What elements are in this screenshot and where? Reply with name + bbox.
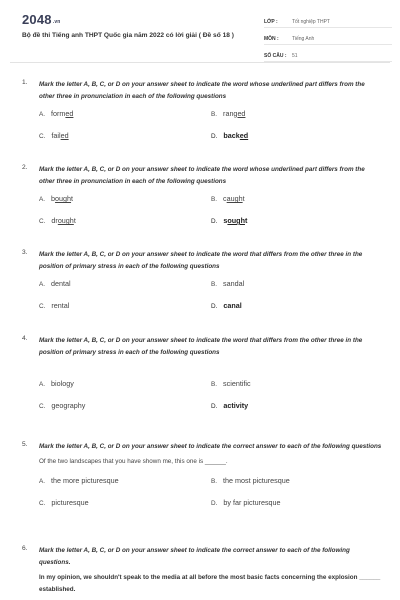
meta-value: Tiếng Anh <box>292 36 315 42</box>
option-text: sandal <box>223 279 245 288</box>
question-number: 2. <box>22 164 28 171</box>
question-number: 1. <box>22 79 28 86</box>
options <box>39 279 382 319</box>
option-letter: D. <box>211 403 218 410</box>
options <box>39 194 382 234</box>
question-6 <box>22 545 382 596</box>
page-header <box>10 0 390 63</box>
option-a[interactable] <box>39 476 119 485</box>
option-underlined: augh <box>226 194 243 203</box>
meta-label: SỐ CÂU : <box>264 53 287 59</box>
option-letter: C. <box>39 403 46 410</box>
option-text: c <box>223 194 227 203</box>
option-text: dr <box>51 216 58 225</box>
meta-label: MÔN : <box>264 36 279 42</box>
option-letter: D. <box>211 500 218 507</box>
option-letter: B. <box>211 381 218 388</box>
option-d[interactable] <box>211 401 248 410</box>
option-text-end: t <box>242 194 245 203</box>
option-text: activity <box>223 401 249 410</box>
option-text: geography <box>51 401 86 410</box>
option-c[interactable] <box>39 216 76 225</box>
option-letter: B. <box>211 196 218 203</box>
option-text: fail <box>51 131 61 140</box>
option-text: the more picturesque <box>51 476 119 485</box>
option-letter: C. <box>39 303 46 310</box>
option-b[interactable] <box>211 194 245 203</box>
option-letter: A. <box>39 381 46 388</box>
meta-value: Tốt nghiệp THPT <box>292 19 330 25</box>
option-letter: C. <box>39 500 46 507</box>
meta-row-subject <box>264 31 392 45</box>
option-letter: A. <box>39 281 46 288</box>
meta-row-class <box>264 14 392 28</box>
option-a[interactable] <box>39 379 74 388</box>
question-2 <box>22 164 382 234</box>
option-letter: B. <box>211 281 218 288</box>
option-text: picturesque <box>51 498 89 507</box>
options <box>39 379 382 419</box>
option-letter: A. <box>39 478 46 485</box>
option-d[interactable] <box>211 301 242 310</box>
option-letter: C. <box>39 133 46 140</box>
option-a[interactable] <box>39 194 73 203</box>
option-letter: C. <box>39 218 46 225</box>
option-c[interactable] <box>39 301 69 310</box>
question-4 <box>22 335 382 419</box>
option-b[interactable] <box>211 279 244 288</box>
question-number: 4. <box>22 335 28 342</box>
option-b[interactable] <box>211 476 290 485</box>
document-title: Bộ đề thi Tiếng anh THPT Quốc gia năm 2022 có lời giải ( Đề số 18 ) <box>22 32 234 39</box>
option-text-end: t <box>73 216 76 225</box>
question-3 <box>22 249 382 319</box>
option-text: biology <box>51 379 74 388</box>
option-text-end: t <box>71 194 74 203</box>
option-b[interactable] <box>211 109 245 118</box>
option-text: the most picturesque <box>223 476 290 485</box>
option-underlined: ough <box>227 216 245 225</box>
option-text: back <box>223 131 240 140</box>
option-text: rang <box>223 109 238 118</box>
option-text: rental <box>51 301 70 310</box>
option-text: canal <box>223 301 242 310</box>
option-d[interactable] <box>211 216 247 225</box>
question-stem: Of the two landscapes that you have shown me, this one is ______. <box>39 458 228 465</box>
option-letter: B. <box>211 111 218 118</box>
question-prompt: Mark the letter A, B, C, or D on your answer sheet to indicate the correct answer to each of the following questions. <box>39 547 350 566</box>
option-a[interactable] <box>39 279 71 288</box>
option-a[interactable] <box>39 109 73 118</box>
option-c[interactable] <box>39 401 85 410</box>
option-letter: B. <box>211 478 218 485</box>
option-letter: D. <box>211 133 218 140</box>
option-underlined: ed <box>65 109 74 118</box>
meta-value: 51 <box>292 53 298 59</box>
question-prompt: Mark the letter A, B, C, or D on your answer sheet to indicate the word that differs from the other three in the position of primary stress in each of the following questions <box>39 251 363 270</box>
option-letter: A. <box>39 196 46 203</box>
option-c[interactable] <box>39 131 69 140</box>
question-number: 5. <box>22 441 28 448</box>
logo-text: 2048 <box>22 12 52 27</box>
option-text: by far picturesque <box>223 498 281 507</box>
option-text-end: t <box>244 216 248 225</box>
option-underlined: ough <box>57 216 74 225</box>
site-logo[interactable] <box>22 12 61 27</box>
option-c[interactable] <box>39 498 89 507</box>
option-text: s <box>223 216 228 225</box>
options <box>39 109 382 149</box>
exam-meta <box>264 14 392 65</box>
option-b[interactable] <box>211 379 251 388</box>
meta-label: LỚP : <box>264 19 278 25</box>
option-text: form <box>51 109 66 118</box>
option-underlined: ed <box>239 131 249 140</box>
question-prompt: Mark the letter A, B, C, or D on your answer sheet to indicate the correct answer to each of the following questions <box>39 443 382 450</box>
option-text: scientific <box>223 379 251 388</box>
option-d[interactable] <box>211 498 281 507</box>
option-letter: D. <box>211 303 218 310</box>
question-5 <box>22 441 382 516</box>
logo-suffix: .vn <box>52 19 61 25</box>
question-prompt: Mark the letter A, B, C, or D on your answer sheet to indicate the word whose underlined part differs from the other three in pronunciation in each of the following questions <box>39 81 365 100</box>
option-underlined: ough <box>55 194 72 203</box>
question-1 <box>22 79 382 149</box>
question-stem: In my opinion, we shouldn't speak to the media at all before the most basic facts concerning the explosion ______ established. <box>39 574 381 593</box>
option-d[interactable] <box>211 131 248 140</box>
option-text: dental <box>51 279 71 288</box>
option-text: b <box>51 194 56 203</box>
option-letter: D. <box>211 218 218 225</box>
question-number: 6. <box>22 545 28 552</box>
question-number: 3. <box>22 249 28 256</box>
option-letter: A. <box>39 111 46 118</box>
option-underlined: ed <box>237 109 246 118</box>
question-prompt: Mark the letter A, B, C, or D on your answer sheet to indicate the word whose underlined part differs from the other three in pronunciation in each of the following questions <box>39 166 365 185</box>
options <box>39 476 382 516</box>
question-prompt: Mark the letter A, B, C, or D on your answer sheet to indicate the word that differs from the other three in the position of primary stress in each of the following questions <box>39 337 363 356</box>
option-underlined: ed <box>60 131 69 140</box>
meta-row-question-count <box>264 48 392 62</box>
